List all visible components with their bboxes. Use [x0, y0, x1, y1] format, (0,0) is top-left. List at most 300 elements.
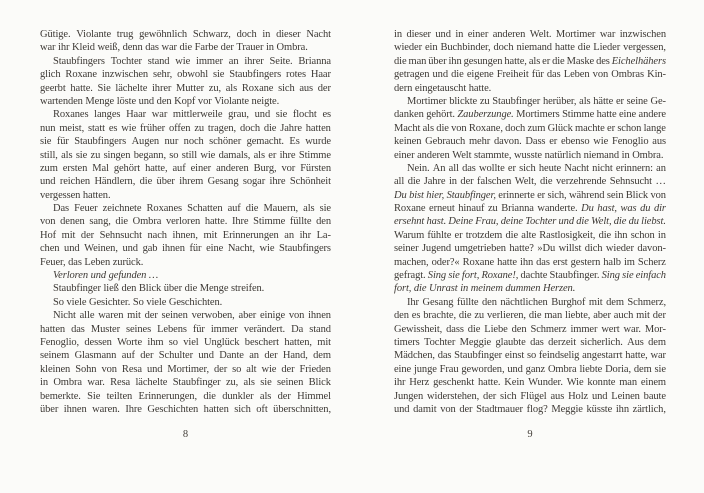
word: Hand, [282, 350, 308, 362]
page-number: 9 [527, 429, 533, 440]
word: er [607, 122, 616, 134]
word: der [140, 350, 154, 362]
word: Händlern, [94, 176, 136, 188]
word: Schulter [158, 350, 193, 362]
word: noch [183, 136, 204, 148]
word: hatte. [478, 377, 501, 389]
word: den [482, 296, 497, 308]
word: zeichnete [102, 203, 142, 215]
word: Meggie [551, 403, 583, 415]
word: So [53, 296, 64, 308]
word: Himmel [297, 390, 331, 402]
word: ihnen [63, 403, 87, 415]
word: Tochter [525, 216, 557, 228]
word: Violante [76, 29, 112, 40]
word: Blick [308, 377, 331, 389]
word: hatte? [509, 243, 534, 255]
text-line [394, 96, 666, 109]
word: falschen [477, 176, 512, 188]
word: stand [309, 323, 331, 335]
word: all [394, 176, 405, 188]
word: Nacht [564, 162, 589, 174]
word: die [263, 122, 277, 134]
word: wert [601, 323, 620, 335]
word: das [68, 256, 82, 268]
word: Welt. [529, 29, 552, 40]
word: zu [488, 203, 498, 215]
word: das [536, 256, 550, 268]
word: ihn [520, 256, 534, 268]
word: Roxanes [146, 203, 182, 215]
word: ihnen [308, 310, 331, 322]
word: hast, [597, 203, 617, 215]
word: er [268, 149, 277, 161]
word: Mädchen, [394, 350, 435, 362]
word: einem [640, 377, 666, 389]
word: zu, [225, 377, 239, 389]
text-line [40, 243, 331, 256]
word: in [394, 29, 402, 40]
word: sie [275, 109, 288, 121]
word: wollte [479, 162, 505, 174]
text-line [40, 324, 331, 337]
word: Ihr [407, 296, 419, 308]
word: das [145, 42, 159, 54]
word: der [213, 363, 228, 375]
word: Gebrauch [425, 136, 466, 148]
word: über [156, 176, 175, 188]
word: schöner [209, 136, 242, 148]
word: Haar [310, 69, 331, 81]
word: Muster [90, 323, 120, 335]
word: gab [142, 243, 158, 255]
word: vor [281, 162, 296, 174]
word: für [192, 323, 205, 335]
word: Staubfingers [53, 55, 105, 67]
page-text [394, 29, 666, 417]
word: Flügel [520, 390, 547, 402]
word: machte [575, 122, 605, 134]
word: als [253, 149, 265, 161]
word: war [161, 42, 177, 54]
word: Sie [87, 390, 101, 402]
word: davon- [637, 243, 666, 255]
word: wie [593, 136, 609, 148]
word: Roxane [462, 256, 495, 268]
word: An [432, 162, 446, 174]
word: sich [500, 390, 517, 402]
word: hatte. [468, 82, 492, 94]
word: baute [643, 390, 666, 402]
word: Eichelhähers [611, 55, 666, 67]
word: Jugend [421, 243, 452, 255]
word: doch [239, 122, 260, 134]
word: Meggie [459, 336, 492, 348]
text-line [394, 136, 666, 149]
word: Wie [566, 377, 584, 389]
word: wie [200, 149, 216, 161]
word: und [394, 403, 410, 415]
text-line [40, 203, 331, 216]
word: auf [172, 162, 186, 174]
word: Herz [409, 377, 430, 389]
word: denen [60, 216, 85, 228]
word: herüber, [542, 95, 577, 107]
word: wie [121, 122, 137, 134]
text-line [394, 377, 666, 390]
word: ganz [525, 363, 546, 375]
word: nicht [592, 162, 613, 174]
word: nächtlichen [500, 296, 548, 308]
text-line [394, 364, 666, 377]
word: begann, [133, 149, 166, 161]
text-line [40, 310, 331, 323]
word: an [656, 162, 666, 174]
text-line [394, 203, 666, 216]
word: sie [260, 377, 272, 389]
word: keinen [394, 136, 422, 148]
word: Mauern, [263, 203, 299, 215]
word: in [460, 283, 469, 295]
word: Worte [117, 336, 143, 348]
word: Nacht [306, 29, 331, 40]
word: beschert [244, 336, 279, 348]
word: ebenso [560, 136, 590, 148]
word: dem [648, 336, 666, 348]
word: auf [121, 350, 135, 362]
word: von [650, 189, 666, 201]
word: anderen [216, 162, 249, 174]
word: wieder [394, 42, 422, 54]
word: Roxane, [468, 122, 503, 134]
word: Ihre [125, 403, 142, 415]
page-text [40, 29, 331, 417]
word: Fenoglio [611, 136, 649, 148]
word: der [460, 176, 474, 188]
word: der [652, 310, 666, 322]
word: Ombra. [632, 149, 664, 161]
word: viele [146, 296, 167, 308]
word: Resa [110, 377, 131, 389]
text-line [394, 270, 666, 283]
word: Gesang [207, 176, 239, 188]
word: Menge [199, 283, 229, 295]
word: andere [638, 109, 666, 121]
word: als [422, 122, 434, 134]
word: er [454, 229, 463, 241]
word: die [528, 310, 542, 322]
word: einige [259, 310, 286, 322]
word: Violante [214, 95, 249, 107]
word: die [413, 283, 427, 295]
word: eine [206, 243, 224, 255]
word: er [537, 189, 546, 201]
word: Erinnerungen, [138, 390, 197, 402]
word: dummen [505, 283, 541, 295]
word: gewöhnlich [139, 29, 188, 40]
word: gefunden [108, 270, 147, 282]
word: dachte [520, 270, 548, 282]
word: Brianna [298, 55, 331, 67]
word: füllte [289, 216, 312, 228]
word: einer [467, 29, 489, 40]
word: anderen [417, 149, 450, 161]
word: ein [424, 42, 438, 54]
word: den [121, 283, 137, 295]
word: eine [618, 109, 637, 121]
word: Roxane [241, 82, 274, 94]
word: erneut [429, 203, 455, 215]
text-line [394, 29, 666, 42]
word: widerstehen, [427, 390, 480, 402]
text-line [394, 69, 666, 82]
word: Staubfinger [172, 377, 221, 389]
word: früher [140, 122, 166, 134]
word: seinen [277, 377, 304, 389]
word: Gesichter. [88, 296, 131, 308]
word: Welt, [514, 176, 537, 188]
word: liebst. [641, 216, 666, 228]
word: feindselig [538, 350, 580, 362]
word: Maske [566, 55, 595, 67]
word: halb [603, 256, 621, 268]
text-line [394, 56, 666, 69]
word: Kin- [647, 69, 666, 81]
word: all [448, 162, 459, 174]
word: Blick [138, 283, 162, 295]
word: Frau [439, 363, 459, 375]
word: während [568, 189, 605, 201]
word: aus [299, 82, 314, 94]
word: Glasmann [74, 350, 117, 362]
word: Freiheit [496, 69, 529, 81]
word: Feuer [74, 203, 98, 215]
word: Frieden [299, 363, 331, 375]
word: und [432, 69, 448, 81]
word: einfach [635, 270, 666, 282]
word: niemand [516, 42, 552, 54]
word: viele [66, 296, 87, 308]
word: zu [474, 310, 485, 322]
word: lächelte [135, 377, 168, 389]
word: zärtlich, [632, 403, 666, 415]
text-line [394, 190, 666, 203]
text-line [40, 257, 331, 270]
word: an [284, 229, 295, 241]
word: Brianna [501, 203, 534, 215]
word: Leinen [611, 390, 640, 402]
text-line [40, 230, 331, 243]
word: Du [581, 203, 594, 215]
word: Du [394, 189, 407, 201]
word: erst [552, 256, 568, 268]
word: war [151, 109, 168, 121]
word: doch [493, 42, 514, 54]
word: viel [183, 336, 199, 348]
text-line [40, 29, 331, 42]
word: vergessen, [623, 42, 666, 54]
word: die [184, 283, 198, 295]
text-line [394, 310, 666, 323]
word: Scherz [637, 256, 666, 268]
word: fühlte [427, 229, 452, 241]
word: verzehrende [556, 176, 607, 188]
word: dem [606, 296, 624, 308]
word: die [552, 55, 565, 67]
word: damals, [218, 149, 251, 161]
word: gehört [113, 162, 141, 174]
word: ihrem [179, 176, 204, 188]
word: der [277, 390, 291, 402]
word: und [198, 350, 214, 362]
word: natürlich [544, 149, 581, 161]
word: sicherlich. [580, 336, 623, 348]
word: dem [313, 350, 331, 362]
word: brachte, [423, 310, 456, 322]
word: von [440, 403, 456, 415]
word: doch [236, 29, 257, 40]
word: die [539, 176, 553, 188]
word: ersten [62, 162, 88, 174]
word: bist [409, 189, 424, 201]
word: verloren [165, 216, 201, 228]
word: damit [413, 403, 437, 415]
word: zu [479, 95, 490, 107]
text-line [40, 150, 331, 163]
word: Trauer [236, 42, 264, 54]
text-line [40, 364, 331, 377]
word: blickte [449, 95, 478, 107]
text-line [40, 83, 331, 96]
word: Nein. [407, 162, 430, 174]
word: und [122, 243, 138, 255]
word: seiner [394, 243, 419, 255]
word: in [657, 229, 666, 241]
word: was [620, 203, 637, 215]
text-line [40, 216, 331, 229]
word: hatten [203, 403, 229, 415]
word: nach [147, 229, 167, 241]
word: verlieren, [487, 310, 526, 322]
word: mit [636, 310, 650, 322]
word: Schmerz [530, 323, 567, 335]
word: Aus [627, 336, 644, 348]
word: dieser [276, 29, 301, 40]
word: auch [613, 310, 634, 322]
word: mit [203, 229, 218, 241]
word: meist, [59, 122, 85, 134]
text-line [40, 56, 331, 69]
word: glich [40, 69, 61, 81]
word: von [40, 216, 56, 228]
word: von [451, 122, 467, 134]
word: Unrast [429, 283, 458, 295]
word: grau, [228, 109, 249, 121]
word: Holz [568, 390, 589, 402]
word: über [163, 283, 183, 295]
word: Jahre [423, 176, 446, 188]
word: meinem [470, 283, 503, 295]
word: ihn [615, 403, 629, 415]
word: Roxane [65, 69, 97, 81]
word: Menge [85, 95, 115, 107]
word: Sie [97, 82, 111, 94]
word: Ombras [611, 69, 644, 81]
word: dern [394, 82, 413, 94]
word: Zauberzunge. [457, 109, 514, 121]
word: Weinen, [84, 243, 118, 255]
word: wie [259, 243, 275, 255]
word: alt [246, 363, 257, 375]
word: und [254, 109, 271, 121]
word: im [623, 256, 635, 268]
word: Wunder. [528, 377, 563, 389]
word: Buchbinder, [440, 42, 491, 54]
word: und [146, 363, 163, 375]
word: die [451, 69, 464, 81]
word: Augen [131, 136, 160, 148]
word: mehr [468, 136, 491, 148]
word: mit [588, 296, 603, 308]
text-line [394, 243, 666, 256]
word: Roxane!, [481, 270, 519, 282]
word: glaubte [495, 336, 526, 348]
word: hatte [554, 42, 575, 54]
word: Unglück [203, 336, 240, 348]
word: die [245, 203, 259, 215]
text-line [394, 283, 666, 296]
word: La- [316, 229, 331, 241]
word: die [505, 229, 519, 241]
word: das [530, 336, 544, 348]
word: gehört. [426, 109, 455, 121]
word: Ombra. [276, 42, 308, 54]
word: gestern [570, 256, 601, 268]
word: getragen [394, 69, 430, 81]
word: ihn [614, 229, 628, 241]
word: Hof [40, 229, 57, 241]
word: war. [87, 377, 105, 389]
word: sehr, [153, 69, 173, 81]
word: lange [643, 122, 666, 134]
text-line [40, 391, 331, 404]
word: wurde [305, 136, 331, 148]
word: neigte. [251, 95, 280, 107]
word: hast. [426, 216, 447, 228]
text-line [394, 216, 666, 229]
word: hatte, [145, 162, 168, 174]
word: die [436, 122, 449, 134]
word: dir [653, 203, 666, 215]
word: hatten, [284, 336, 312, 348]
word: das [437, 350, 452, 362]
word: er [615, 95, 624, 107]
word: Gewissheit, [394, 323, 443, 335]
word: sie [75, 149, 88, 161]
word: angestarrt [582, 350, 623, 362]
word: Staubfinger. [549, 270, 600, 282]
word: Staubfinger [492, 95, 541, 107]
word: sein [606, 189, 624, 201]
word: wanderte. [537, 203, 578, 215]
text-line [40, 42, 331, 55]
word: die [394, 55, 407, 67]
word: zum [527, 122, 546, 134]
word: Sohn [75, 363, 97, 375]
word: als [243, 377, 255, 389]
word: mittlerweile [172, 109, 223, 121]
word: es [108, 122, 118, 134]
